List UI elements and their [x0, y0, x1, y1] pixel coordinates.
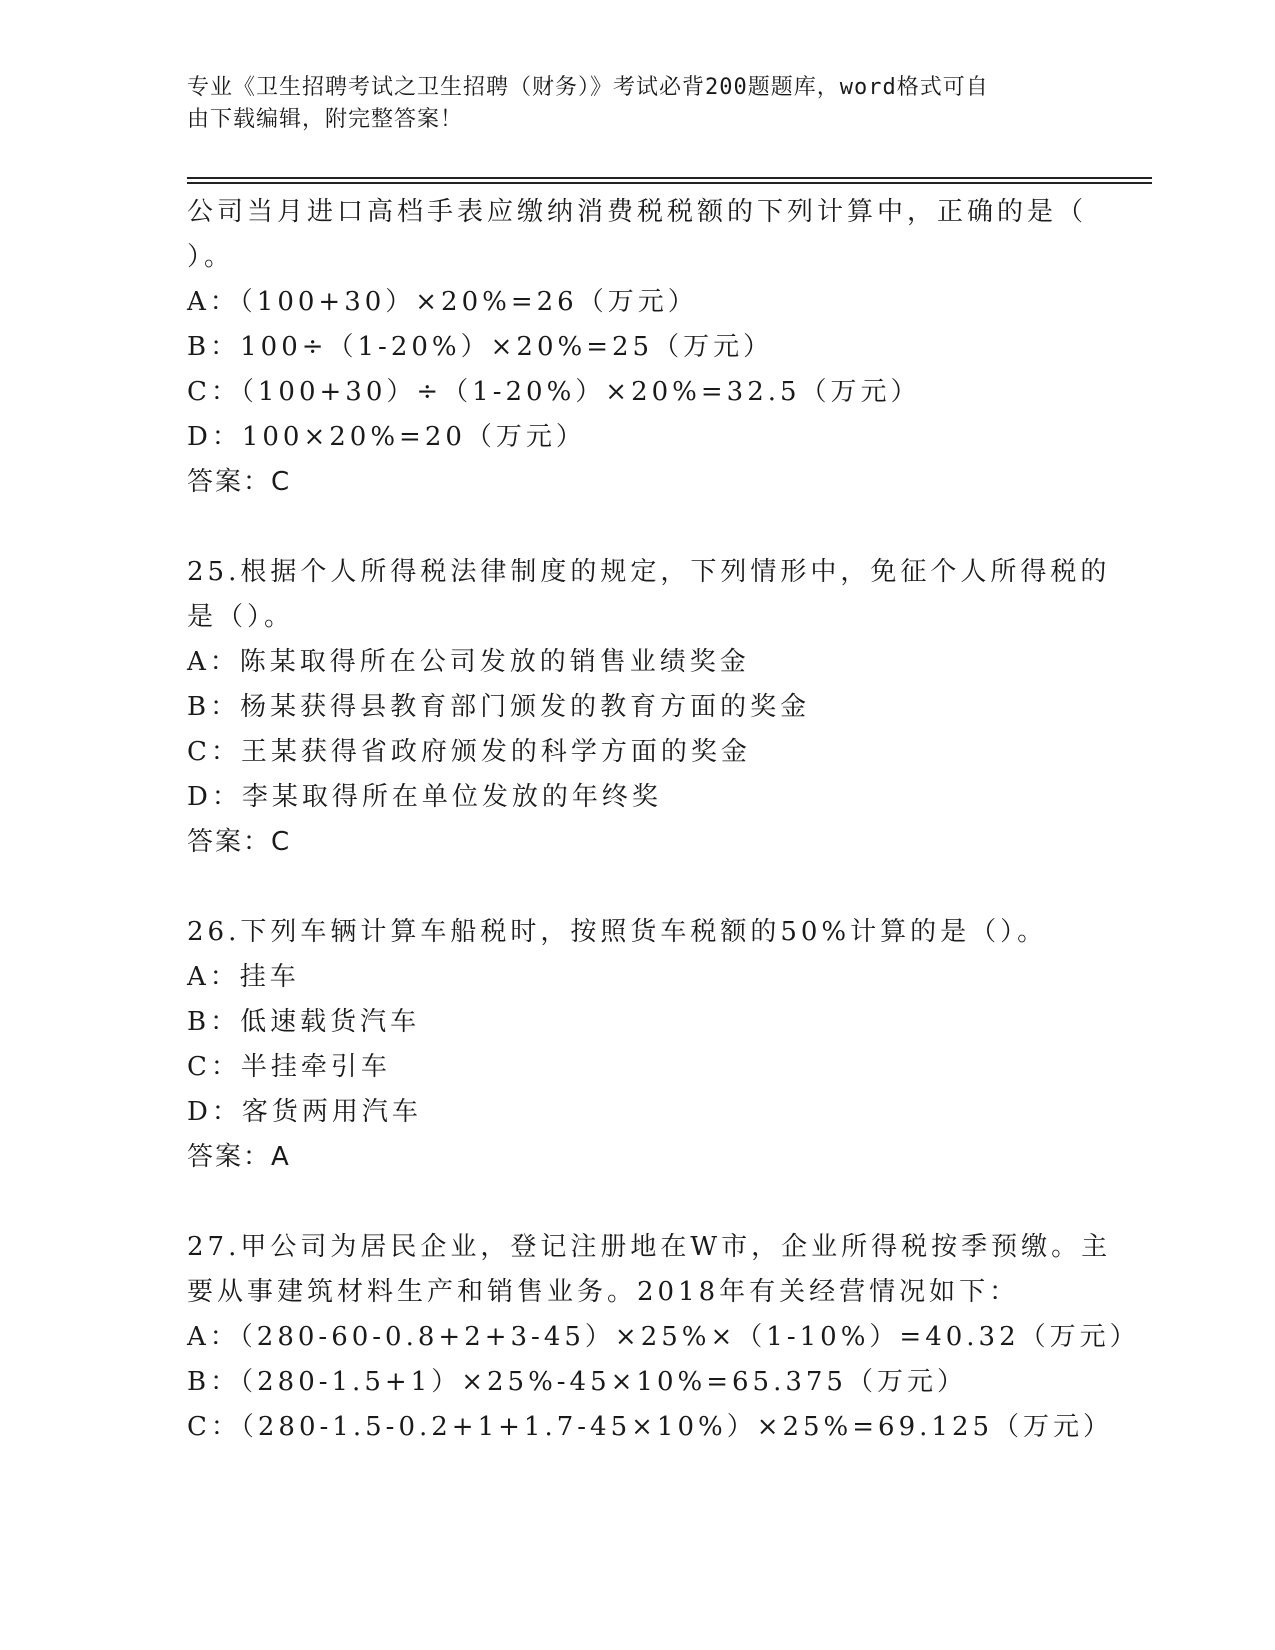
answer-line: 答案：C [187, 467, 292, 497]
option-c: C：半挂牵引车 [187, 1052, 391, 1082]
option-a: A：陈某取得所在公司发放的销售业绩奖金 [187, 647, 750, 677]
answer-line: 答案：C [187, 827, 292, 857]
header-line-2: 由下载编辑，附完整答案！ [187, 107, 464, 132]
question-26 [187, 910, 1087, 1180]
question-stem-cont: 是（）。 [187, 602, 295, 632]
option-a: A：挂车 [187, 962, 300, 992]
spacer [187, 505, 1087, 550]
question-27 [187, 1225, 1140, 1450]
option-d: D：客货两用汽车 [187, 1097, 422, 1127]
question-list [187, 190, 1140, 1450]
document-header [187, 72, 1067, 136]
question-stem-cont: ）。 [187, 242, 235, 272]
answer-line: 答案：A [187, 1142, 291, 1172]
question-stem-cont: 要从事建筑材料生产和销售业务。2018年有关经营情况如下： [187, 1277, 1020, 1307]
spacer [187, 865, 1087, 910]
option-d: D：100×20%=20（万元） [187, 422, 586, 452]
option-c: C：（100+30）÷（1-20%）×20%=32.5（万元） [187, 377, 921, 407]
option-d: D：李某取得所在单位发放的年终奖 [187, 782, 662, 812]
header-line-1: 专业《卫生招聘考试之卫生招聘（财务）》考试必背200题题库，word格式可自 [187, 75, 989, 100]
option-a: A：（280-60-0.8+2+3-45）×25%×（1-10%）=40.32（万元） [187, 1322, 1140, 1352]
spacer [187, 1180, 1087, 1225]
header-divider-top [187, 177, 1152, 179]
option-b: B：100÷（1-20%）×20%=25（万元） [187, 332, 774, 362]
question-stem: 27.甲公司为居民企业，登记注册地在W市，企业所得税按季预缴。主 [187, 1232, 1112, 1262]
question-stem: 26.下列车辆计算车船税时，按照货车税额的50%计算的是（）。 [187, 917, 1048, 947]
question-24 [187, 190, 1087, 505]
option-a: A：（100+30）×20%=26（万元） [187, 287, 698, 317]
option-b: B：杨某获得县教育部门颁发的教育方面的奖金 [187, 692, 811, 722]
option-b: B：低速载货汽车 [187, 1007, 421, 1037]
question-stem: 公司当月进口高档手表应缴纳消费税税额的下列计算中，正确的是（ [187, 197, 1088, 227]
header-divider-bottom [187, 182, 1152, 184]
question-stem: 25.根据个人所得税法律制度的规定，下列情形中，免征个人所得税的 [187, 557, 1111, 587]
option-c: C：（280-1.5-0.2+1+1.7-45×10%）×25%=69.125（万元） [187, 1412, 1114, 1442]
option-c: C：王某获得省政府颁发的科学方面的奖金 [187, 737, 751, 767]
question-25 [187, 550, 1111, 865]
option-b: B：（280-1.5+1）×25%-45×10%=65.375（万元） [187, 1367, 967, 1397]
